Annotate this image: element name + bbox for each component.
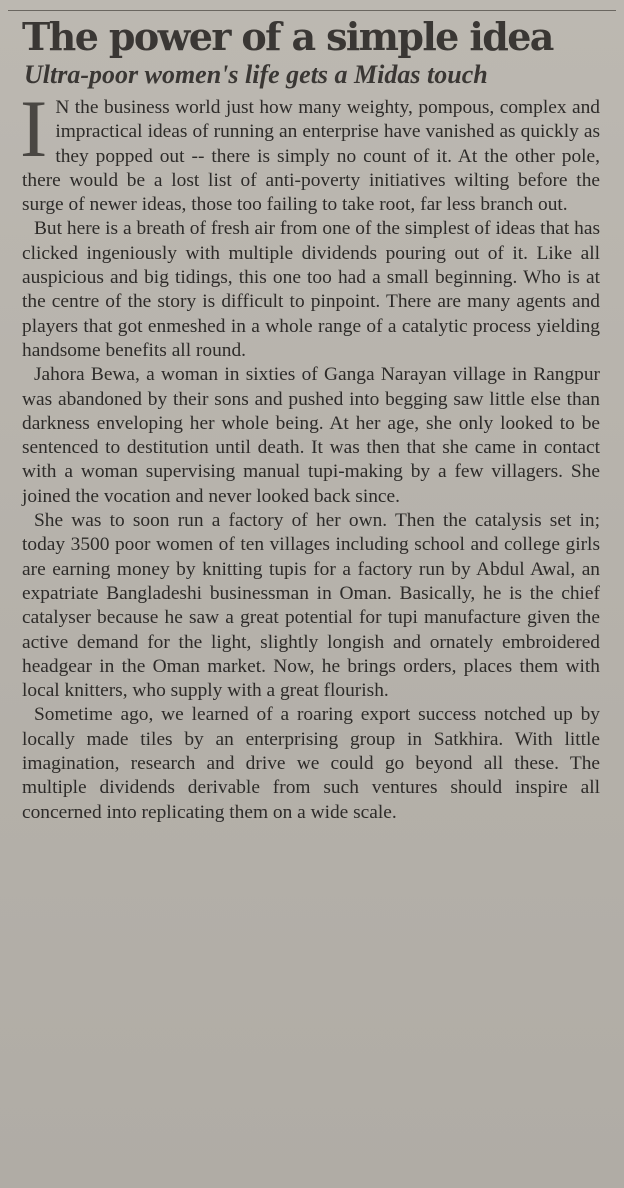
article-body — [20, 83, 600, 825]
paragraph: Sometime ago, we learned of a roaring export success notched up by locally made tiles by an enterprising group in Satkhira. With little imagination, research and drive we could go beyond all these. The multiple dividends derivable from such ventures should inspire all concerned into replicating them on a wide scale. — [22, 704, 600, 823]
article — [22, 14, 600, 825]
paragraph: But here is a breath of fresh air from one of the simplest of ideas that has clicked ingeniously with multiple dividends pouring out of it. Like all auspicious and big tidings, this one too had a small beginning. Who is at the centre of the story is difficult to pinpoint. There are many agents and players that got enmeshed in a whole range of a catalytic process yielding handsome benefits all round. — [22, 218, 600, 361]
drop-cap: I — [20, 83, 48, 174]
top-rule — [8, 10, 616, 11]
paragraph: She was to soon run a factory of her own. Then the catalysis set in; today 3500 poor women of ten villages including school and college girls are earning money by knitting tupis for a factory run by Abdul Awal, an expatriate Bangladeshi businessman in Oman. Basically, he is the chief catalyser because he saw a great potential for tupi manufacture given the active demand for the light, slightly longish and ornately embroidered headgear in the Oman market. Now, he brings orders, places them with local knitters, who supply with a great flourish. — [22, 510, 600, 702]
paragraph: Jahora Bewa, a woman in sixties of Ganga Narayan village in Rangpur was abandoned by their sons and pushed into begging saw little else than darkness enveloping her whole being. At her age, she only looked to be sentenced to destitution until death. It was then that she came in contact with a woman supervising manual tupi-making by a few villagers. She joined the vocation and never looked back since. — [22, 364, 600, 507]
subheadline: Ultra-poor women's life gets a Midas touch — [24, 60, 488, 89]
paragraph — [20, 83, 600, 217]
paragraph-text: N the business world just how many weighty, pompous, complex and impractical ideas of running an enterprise have vanished as quickly as they popped out -- there is simply no count of it. At the other pole, there would be a lost list of anti-poverty initiatives wilting before the surge of newer ideas, those too failing to take root, far less branch out. — [22, 97, 600, 216]
headline: The power of a simple idea — [22, 14, 553, 59]
